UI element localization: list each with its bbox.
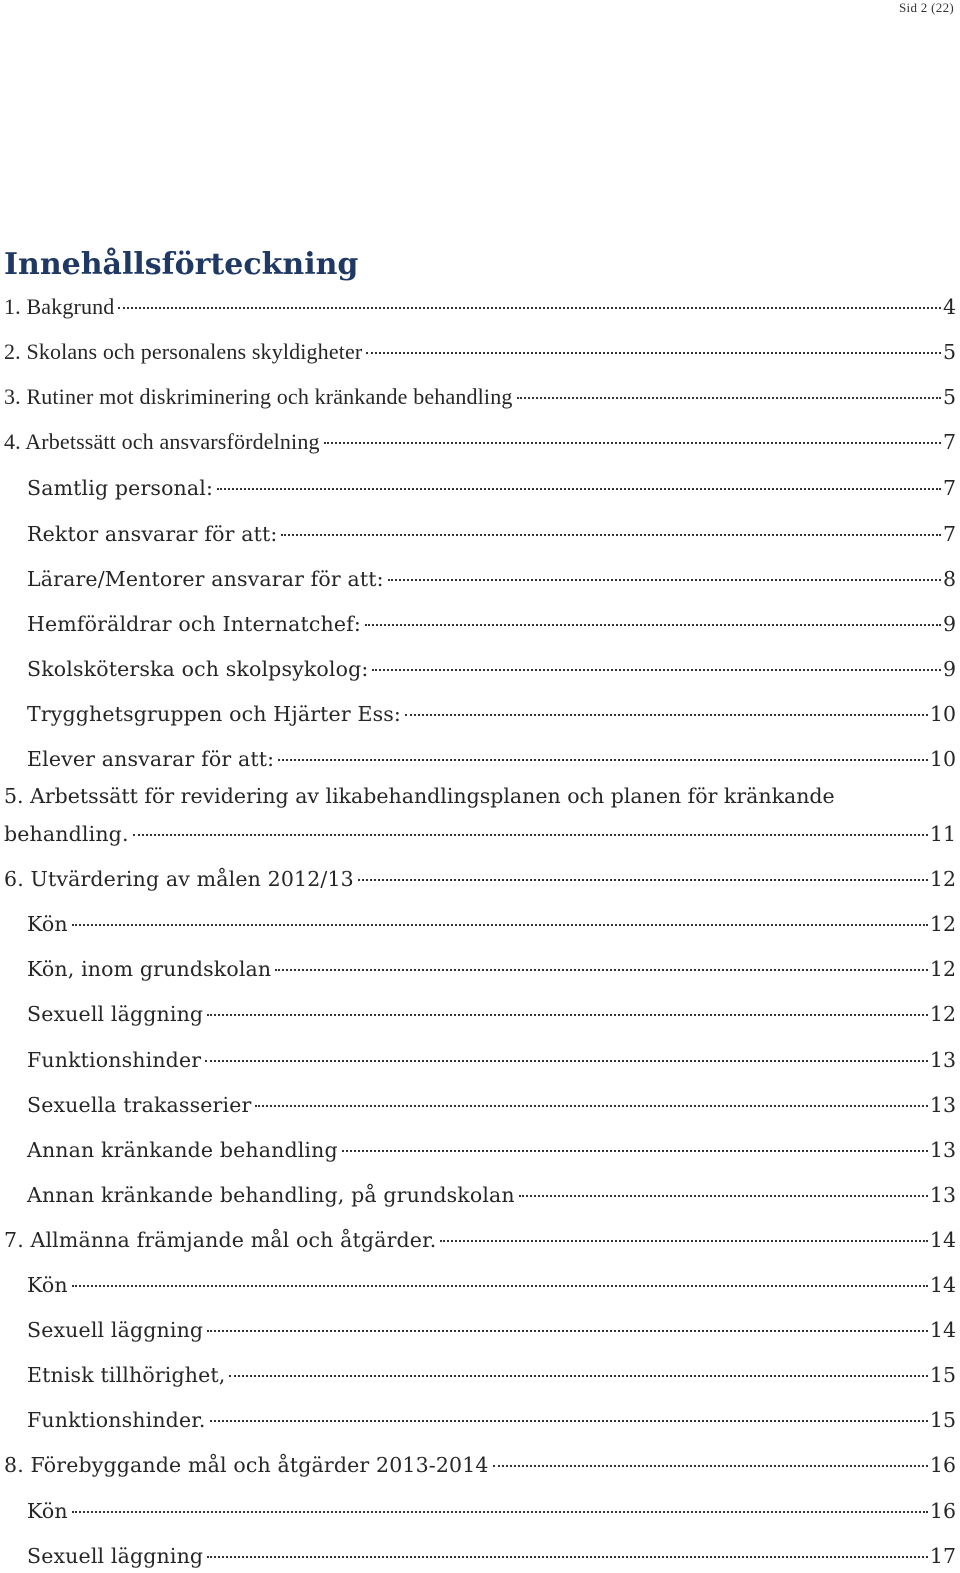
toc-dot-leader xyxy=(365,624,941,626)
toc-entry-title: Sexuell läggning xyxy=(27,1002,204,1027)
toc-page-number: 13 xyxy=(929,1092,956,1117)
toc-dot-leader xyxy=(207,1330,928,1332)
toc-entry[interactable] xyxy=(0,1347,960,1392)
toc-dot-leader xyxy=(324,442,941,444)
toc-entry[interactable] xyxy=(0,1122,960,1167)
toc-dot-leader xyxy=(217,488,941,490)
toc-entry-title: 3. Rutiner mot diskriminering och kränkande behandling xyxy=(4,384,513,410)
toc-dot-leader xyxy=(118,307,941,309)
toc-entry-title: 7. Allmänna främjande mål och åtgärder. xyxy=(4,1227,437,1252)
toc-dot-leader xyxy=(229,1375,927,1377)
toc-page-number: 13 xyxy=(929,1182,956,1207)
toc-entry[interactable] xyxy=(0,641,960,686)
toc-entry-title: 1. Bakgrund xyxy=(4,294,115,319)
toc-page-number: 14 xyxy=(929,1227,956,1252)
toc-page-number: 12 xyxy=(929,957,956,982)
toc-dot-leader xyxy=(72,1285,928,1287)
toc-page-number: 5 xyxy=(942,385,956,410)
toc-entry-title: Funktionshinder. xyxy=(27,1408,206,1433)
toc-page-number: 12 xyxy=(929,912,956,937)
toc-dot-leader xyxy=(366,352,941,354)
toc-entry[interactable] xyxy=(0,896,960,941)
toc-entry-title: Annan kränkande behandling, på grundskolan xyxy=(27,1182,515,1207)
toc-page-number: 7 xyxy=(942,430,956,455)
toc-entry-title: Kön xyxy=(27,1273,68,1297)
toc-entry[interactable] xyxy=(0,686,960,731)
toc-dot-leader xyxy=(133,834,928,836)
toc-entry-title: 6. Utvärdering av målen 2012/13 xyxy=(4,867,354,892)
toc-page-number: 11 xyxy=(929,822,956,847)
toc-entry[interactable] xyxy=(0,1257,960,1302)
toc-dot-leader xyxy=(342,1150,928,1152)
toc-entry-title: 4. Arbetssätt och ansvarsfördelning xyxy=(4,429,320,455)
toc-entry-title: Sexuella trakasserier xyxy=(27,1092,252,1117)
toc-dot-leader xyxy=(372,669,941,671)
toc-entry-title: Rektor ansvarar för att: xyxy=(27,521,278,546)
toc-page-number: 16 xyxy=(929,1498,956,1523)
toc-entry[interactable] xyxy=(0,1302,960,1347)
toc-dot-leader xyxy=(275,969,928,971)
toc-entry-title: Samtlig personal: xyxy=(27,476,214,501)
toc-entry-title: Sexuell läggning xyxy=(27,1318,204,1343)
toc-entry[interactable] xyxy=(0,280,960,325)
toc-entry-title: Hemföräldrar och Internatchef: xyxy=(27,611,361,636)
toc-entry[interactable] xyxy=(0,1212,960,1257)
toc-page-number: 8 xyxy=(942,566,956,591)
toc-entry[interactable] xyxy=(0,596,960,641)
toc-entry-title: Elever ansvarar för att: xyxy=(27,747,275,771)
toc-entry[interactable] xyxy=(0,415,960,460)
toc-entry[interactable] xyxy=(0,1528,960,1573)
toc-dot-leader xyxy=(278,759,928,761)
toc-dot-leader xyxy=(388,579,941,581)
toc-page-number: 5 xyxy=(942,340,956,365)
toc-dot-leader xyxy=(405,714,928,716)
toc-entry[interactable] xyxy=(0,1437,960,1482)
toc-entry-title: Sexuell läggning xyxy=(27,1543,204,1568)
toc-title: Innehållsförteckning xyxy=(4,247,359,282)
toc-dot-leader xyxy=(493,1465,928,1467)
toc-page-number: 17 xyxy=(929,1543,956,1568)
toc-dot-leader xyxy=(72,924,928,926)
toc-entry[interactable] xyxy=(0,851,960,896)
toc-page-number: 12 xyxy=(929,1002,956,1027)
toc-entry[interactable] xyxy=(0,506,960,551)
toc-entry-title: 8. Förebyggande mål och åtgärder 2013-2014 xyxy=(4,1453,489,1478)
toc-entry[interactable] xyxy=(0,551,960,596)
toc-dot-leader xyxy=(207,1014,928,1016)
toc-entry[interactable] xyxy=(0,986,960,1031)
toc-dot-leader xyxy=(519,1195,928,1197)
toc-entry-title: Funktionshinder xyxy=(27,1047,202,1072)
toc-dot-leader xyxy=(358,879,928,881)
toc-page-number: 16 xyxy=(929,1453,956,1478)
toc-dot-leader xyxy=(207,1556,928,1558)
toc-entry[interactable] xyxy=(0,941,960,986)
toc-entry[interactable] xyxy=(0,1077,960,1122)
toc-entry-title: Lärare/Mentorer ansvarar för att: xyxy=(27,566,384,591)
toc-entry[interactable] xyxy=(0,731,960,776)
toc-page-number: 13 xyxy=(929,1047,956,1072)
toc-entry-title: Kön xyxy=(27,912,68,937)
toc-page-number: 12 xyxy=(929,867,956,892)
toc-page-number: 10 xyxy=(929,747,956,771)
toc-entry-title: 2. Skolans och personalens skyldigheter xyxy=(4,339,363,365)
toc-dot-leader xyxy=(440,1240,927,1242)
toc-entry-title: Kön, inom grundskolan xyxy=(27,957,272,982)
toc-dot-leader xyxy=(205,1060,928,1062)
toc-entry[interactable] xyxy=(0,325,960,370)
toc-entry[interactable] xyxy=(0,776,960,851)
toc-page-number: 14 xyxy=(929,1318,956,1343)
toc-page-number: 7 xyxy=(942,521,956,546)
toc-entry-title: Skolsköterska och skolpsykolog: xyxy=(27,656,369,681)
toc-dot-leader xyxy=(72,1511,928,1513)
toc-dot-leader xyxy=(210,1420,928,1422)
toc-page-number: 15 xyxy=(929,1408,956,1433)
toc-entry[interactable] xyxy=(0,1032,960,1077)
toc-entry-title: Annan kränkande behandling xyxy=(27,1137,338,1162)
toc-entry[interactable] xyxy=(0,1483,960,1528)
toc-entry[interactable] xyxy=(0,370,960,415)
toc-page-number: 9 xyxy=(942,611,956,636)
toc-dot-leader xyxy=(255,1105,927,1107)
toc-entry[interactable] xyxy=(0,1167,960,1212)
toc-entry-title: behandling. xyxy=(4,822,129,847)
toc-entry[interactable] xyxy=(0,460,960,505)
toc-entry-title: Etnisk tillhörighet, xyxy=(27,1363,226,1388)
toc-dot-leader xyxy=(281,534,941,536)
toc-entry-title: Trygghetsgruppen och Hjärter Ess: xyxy=(27,701,401,726)
toc-dot-leader xyxy=(517,397,941,399)
page-number-header: Sid 2 (22) xyxy=(899,0,954,15)
toc-page-number: 4 xyxy=(942,295,956,319)
toc-entry[interactable] xyxy=(0,1392,960,1437)
toc-page-number: 15 xyxy=(929,1363,956,1388)
toc-page-number: 10 xyxy=(929,701,956,726)
toc-page-number: 14 xyxy=(929,1273,956,1297)
toc-entry-title: Kön xyxy=(27,1498,68,1523)
toc-entry-title-line: 5. Arbetssätt för revidering av likabehandlingsplanen och planen för kränkande xyxy=(4,784,835,809)
toc-page-number: 13 xyxy=(929,1137,956,1162)
toc-page-number: 9 xyxy=(942,656,956,681)
toc-page-number: 7 xyxy=(942,476,956,501)
